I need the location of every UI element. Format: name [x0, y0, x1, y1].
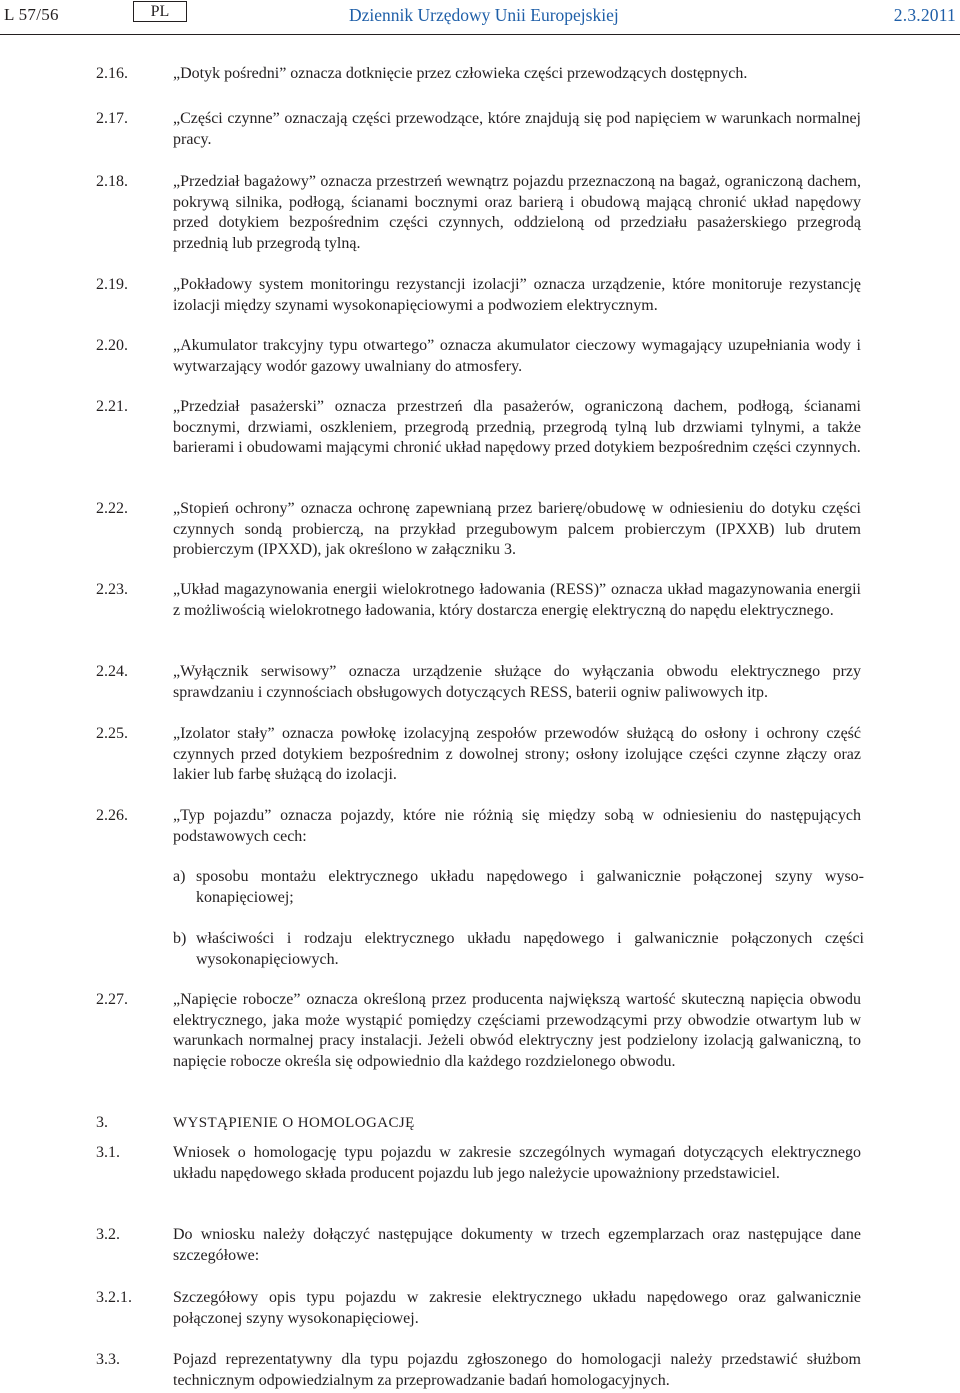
item-number: 2.26.	[96, 807, 128, 824]
definition-2-23	[96, 580, 864, 621]
item-text: Szczegółowy opis typu pojazdu w zakresie elektrycznego układu napędowego oraz galwanicznie połączonej szyny wysokonapięciowej.	[173, 1289, 861, 1327]
paragraph-3-2-1	[96, 1288, 864, 1329]
item-text: „Izolator stały” oznacza powłokę izolacyjną zespołów przewodów służącą do osłony i ochrony część czynnych przed dotykiem bezpośrednim z dowolnej strony; osłony izolujące części czynne złączy oraz lakier lub farbę służącą do izolacji.	[173, 725, 861, 784]
journal-title: Dziennik Urzędowy Unii Europejskiej	[349, 5, 619, 25]
item-text: „Układ magazynowania energii wielokrotnego ładowania (RESS)” oznacza układ magazynowania energii z możliwością wielokrotnego ładowania, który dostarcza energię elektryczną do napędu elektrycznego.	[173, 581, 861, 619]
item-number: 3.2.	[96, 1226, 120, 1243]
page-header	[0, 0, 960, 40]
item-number: 3.3.	[96, 1351, 120, 1368]
item-number: 2.19.	[96, 276, 128, 293]
item-number: 2.22.	[96, 500, 128, 517]
item-number: 2.18.	[96, 173, 128, 190]
subitem-text: właściwości i rodzaju elektrycznego układu napędowego i galwanicznie połączonych części wysokonapięciowych.	[196, 930, 864, 968]
item-text: „Pokładowy system monitoringu rezystancji izolacji” oznacza urządzenie, które monitoruje rezystancję izolacji między szynami wysokonapięciowymi a podwoziem elektrycznym.	[173, 276, 861, 314]
subitem-text: sposobu montażu elektrycznego układu napędowego i galwanicznie połączonej szyny wysokonapięciowej;	[196, 868, 864, 906]
language-badge: PL	[133, 1, 187, 22]
definition-2-25	[96, 724, 864, 786]
item-text: „Dotyk pośredni” oznacza dotknięcie przez człowieka części przewodzących dostępnych.	[173, 65, 748, 82]
item-number: 2.21.	[96, 398, 128, 415]
paragraph-3-1	[96, 1143, 864, 1184]
definition-2-26	[96, 806, 864, 847]
item-number: 2.23.	[96, 581, 128, 598]
item-number: 3.2.1.	[96, 1289, 132, 1306]
item-number: 3.1.	[96, 1144, 120, 1161]
item-text: Pojazd reprezentatywny dla typu pojazdu zgłoszonego do homologacji należy przedstawić służbom technicznym odpowiedzialnym za przeprowadzanie badań homologacyjnych.	[173, 1351, 861, 1389]
item-text: Do wniosku należy dołączyć następujące dokumenty w trzech egzemplarzach oraz następujące dane szczegółowe:	[173, 1226, 861, 1264]
item-number: 2.27.	[96, 991, 128, 1008]
publication-date: 2.3.2011	[893, 5, 956, 25]
header-divider	[0, 34, 960, 35]
definition-2-20	[96, 336, 864, 377]
page-reference: L 57/56	[4, 5, 59, 24]
paragraph-3-3	[96, 1350, 864, 1391]
definition-2-17	[96, 109, 864, 150]
item-text: „Przedział bagażowy” oznacza przestrzeń wewnątrz pojazdu przeznaczoną na bagaż, ograniczoną dachem, pokrywą silnika, podłogą, ścianami bocznymi oraz barierą i obudową mającą chronić układ napędowy przed dotykiem bezpośrednim części czynnych, oddzieloną od przedziału pasażerskiego przegrodą przednią lub przegrodą tylną.	[173, 173, 861, 252]
item-text: „Przedział pasażerski” oznacza przestrzeń dla pasażerów, ograniczoną dachem, podłogą, ścianami bocznymi, drzwiami, oszkleniem, przegrodą przednią, przegrodą tylną lub drzwiami tylnymi, a także barierami i obudowami mającymi chronić układ napędowy przed dotykiem bezpośrednim części czynnych.	[173, 398, 861, 457]
item-number: 2.16.	[96, 65, 128, 82]
definition-2-18	[96, 172, 864, 254]
section-number: 3.	[96, 1114, 108, 1131]
section-3-heading	[96, 1113, 864, 1134]
item-text: „Stopień ochrony” oznacza ochronę zapewnianą przez barierę/obudowę w odniesieniu do dotyku części czynnych sondą probierczą, na przykład przegubowym palcem probierczym (IPXXB) lub drutem probierczym (IPXXD), jak określono w załączniku 3.	[173, 500, 861, 559]
definition-2-16	[96, 64, 864, 85]
definition-2-22	[96, 499, 864, 561]
item-number: 2.17.	[96, 110, 128, 127]
subitem-a	[173, 867, 864, 908]
item-text: „Części czynne” oznaczają części przewodzące, które znajdują się pod napięciem w warunkach normalnej pracy.	[173, 110, 861, 148]
definition-2-21	[96, 397, 864, 459]
definition-2-19	[96, 275, 864, 316]
section-title: WYSTĄPIENIE O HOMOLOGACJĘ	[173, 1115, 415, 1131]
item-text: „Typ pojazdu” oznacza pojazdy, które nie różnią się między sobą w odniesieniu do następujących podstawowych cech:	[173, 807, 861, 845]
definition-2-27	[96, 990, 864, 1072]
item-number: 2.25.	[96, 725, 128, 742]
subitem-b	[173, 929, 864, 970]
item-number: 2.24.	[96, 663, 128, 680]
item-text: „Akumulator trakcyjny typu otwartego” oznacza akumulator cieczowy wymagający uzupełniania wody i wytwarzający wodór gazowy uwalniany do atmosfery.	[173, 337, 861, 375]
item-text: „Napięcie robocze” oznacza określoną przez producenta największą wartość skuteczną napięcia obwodu elektrycznego, jaka może wystąpić pomiędzy częściami przewodzącymi przy obwodzie otwartym lub w warunkach normalnej pracy instalacji. Jeżeli obwód elektryczny jest podzielony izolacją galwaniczną, to napięcie robocze określa się odpowiednio dla każdego rozdzielonego obwodu.	[173, 991, 861, 1070]
subitem-label: b)	[173, 930, 187, 947]
definition-2-24	[96, 662, 864, 703]
paragraph-3-2	[96, 1225, 864, 1266]
item-text: Wniosek o homologację typu pojazdu w zakresie szczególnych wymagań dotyczących elektrycznego układu napędowego składa producent pojazdu lub jego należycie upoważniony przedstawiciel.	[173, 1144, 861, 1182]
item-text: „Wyłącznik serwisowy” oznacza urządzenie służące do wyłączania obwodu elektrycznego przy sprawdzaniu i czynnościach obsługowych dotyczących RESS, baterii ogniw paliwowych itp.	[173, 663, 861, 701]
item-number: 2.20.	[96, 337, 128, 354]
subitem-label: a)	[173, 868, 186, 885]
